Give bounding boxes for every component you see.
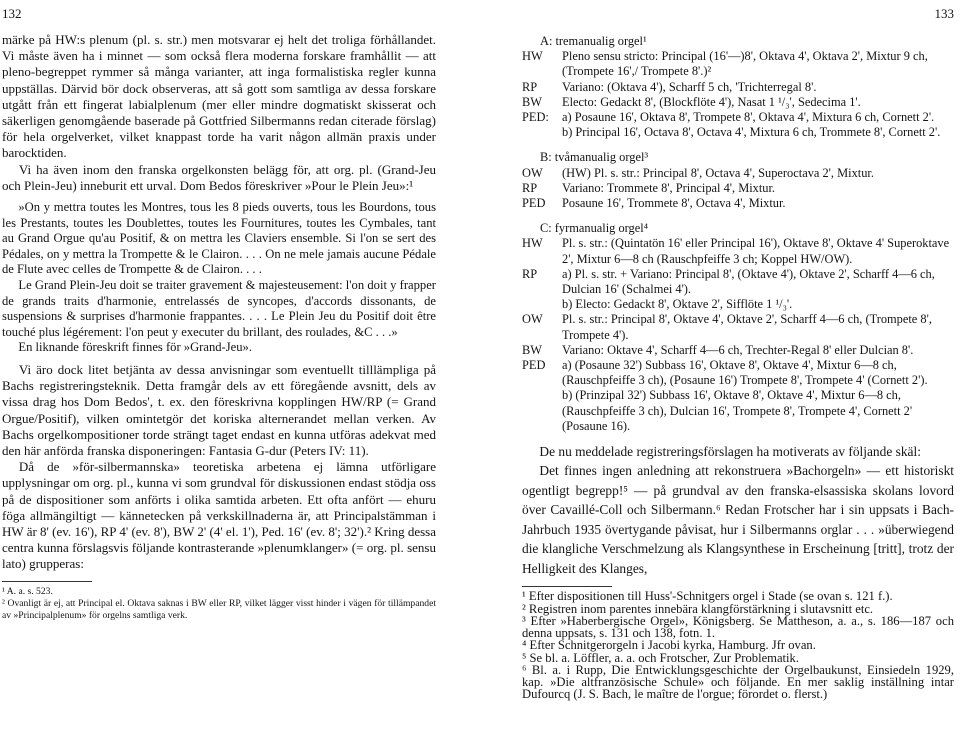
paragraph: märke på HW:s plenum (pl. s. str.) men motsvarar ej helt det troliga förhållandet. Vi måste även ha i minnet — som också flera moderna forskare framhållit — att pleno-begreppet rymmer så många varianter, att inga formalistiska regler kunna uppställas. Därvid bör dock observeras, att så gott som samtliga av dessa forskare utgått från ett fingerat labialplenum (mer eller mindre dogmatiskt skisserat och säkerligen genomgående baserade på Gottfried Silbermanns redan citerade förslag) för hela orgelverket, vilket knappast torde ha varit någon allmän praxis under barocktiden.	[2, 32, 436, 161]
left-page-body	[2, 32, 436, 622]
footnote: ⁴ Efter Schnitgerorgeln i Jacobi kyrka, Hamburg. Jfr ovan.	[522, 638, 816, 653]
page-number: 133	[934, 6, 954, 21]
register-value: a) Pl. s. str. + Variano: Principal 8', (Oktave 4'), Oktave 2', Scharff 4—6 ch, Dulcian 16' (Schalmei 4').	[562, 266, 935, 297]
register-row	[522, 125, 954, 140]
register-row	[522, 312, 954, 342]
register-value: Electo: Gedackt 8', (Blockflöte 4'), Nasat 1 ¹/₃', Sedecima 1'.	[562, 94, 861, 109]
footnote-rule	[2, 581, 92, 582]
register-row	[522, 166, 954, 181]
register-value: Variano: Oktave 4', Scharff 4—6 ch, Trechter-Regal 8' eller Dulcian 8'.	[562, 342, 914, 357]
right-page	[512, 0, 960, 744]
paragraph: De nu meddelade registreringsförslagen ha motiverats av följande skäl:	[539, 444, 921, 460]
register-row	[522, 297, 954, 312]
right-page-body	[522, 32, 954, 701]
register-key: PED	[522, 358, 546, 373]
register-row	[522, 49, 954, 79]
register-value: Posaune 16', Trommete 8', Octava 4', Mixtur.	[562, 196, 786, 211]
register-value: (HW) Pl. s. str.: Principal 8', Octava 4', Superoctava 2', Mixtur.	[562, 165, 874, 180]
footnote: ² Ovanligt är ej, att Principal el. Oktava saknas i BW eller RP, vilket lägger visst hinder i vägen för tillämpandet av »Principalplenum» för orgelns samtliga verk.	[2, 598, 436, 621]
right-main-text	[522, 442, 954, 578]
quote-paragraph: En liknande föreskrift finnes för »Grand-Jeu».	[18, 340, 252, 355]
register-row	[522, 80, 954, 95]
register-key: BW	[522, 342, 542, 357]
footnote: ³ Efter »Haberbergische Orgel», Königsberg. Se Mattheson, a. a., s. 186—187 och denna uppsats, s. 131 och 138, fotn. 1.	[522, 614, 954, 640]
footnote: ² Registren inom parentes innebära klangförstärkning i slutavsnitt etc.	[522, 601, 874, 616]
register-row	[522, 388, 954, 434]
register-value: Variano: (Oktava 4'), Scharff 5 ch, 'Trichterregal 8'.	[562, 79, 817, 94]
registration-section-c	[522, 221, 954, 434]
register-value: Pl. s. str.: (Quintatön 16' eller Principal 16'), Oktave 8', Oktave 4' Superoktave 2', Mixtur 6—8 ch (Rauschpfeiffe 3 ch; Koppel HW/OW).	[562, 236, 950, 266]
register-key: HW	[522, 236, 543, 251]
section-heading: B: tvåmanualig orgel³	[540, 150, 649, 165]
quote-paragraph: »On y mettra toutes les Montres, tous les 8 pieds ouverts, tous les Bourdons, tous les Prestants, toutes les Doublettes, toutes les Fournitures, toutes les Cymbales, tant au Grand Orgue qu'au Positif, & on mettra les Claviers ensemble. Si l'on se sert des Pédales, on y mettra la Trompette & le Clairon. . . . On ne mele jamais aucune Pédale de Flute avec celles de Trompette & de Clairon. . . .	[2, 200, 436, 277]
paragraph: Då de »för-silbermannska» teoretiska arbetena ej lämna utförligare upplysningar om org. pl., kunna vi som grundval för diskussionen endast stödja oss på de dispositioner som anförts i olika samtida arbeten. Ett ofta anfört — ehuru föga allmängiltigt — kännetecken på verkskillnaderna är, att Principalstämman i HW är 8' (ev. 16'), RP 4' (ev. 8'), BW 2' (4' el. 1'), Ped. 16' (ev. 8'; 32').² Kring dessa centra kunna förslagsvis följande kontrasterande »plenumklanger» (= org. pl. sensu lato) grupperas:	[2, 459, 436, 572]
register-key: RP	[522, 266, 538, 281]
paragraph: Det finnes ingen anledning att rekonstruera »Bachorgeln» — ett historiskt ogentligt begrepp!⁵ — på grundval av den franska-elsassiska skolans lovord över Cavaillé-Coll och Silbermann.⁶ Redan Frotscher har i sin uppsats i Bach-Jahrbuch 1935 övertygande påvisat, hur i Silbermanns orglar . . . »überwiegend die klangliche Verschmelzung als Klangsynthese in Erscheinung [tritt], trotz der Helligkeit des Klanges,	[522, 463, 954, 576]
register-key: HW	[522, 49, 543, 64]
quote-paragraph: Le Grand Plein-Jeu doit se traiter gravement & majesteusement: l'on doit y frapper de grands traits d'harmonie, entrelassés de syncopes, d'accords dissonants, de suspensions & surprises d'harmonie frappantes. . . . Le Plein Jeu du Positif doit être touché plus légérement: l'on peut y executer du brillant, des roulades, &C . . .»	[2, 278, 436, 339]
french-quote	[2, 200, 436, 356]
register-value: Variano: Trommete 8', Principal 4', Mixtur.	[562, 180, 776, 195]
register-row	[522, 236, 954, 266]
footnote: ¹ A. a. s. 523.	[2, 585, 53, 597]
register-row	[522, 358, 954, 388]
register-row	[522, 196, 954, 211]
footnote: ⁵ Se bl. a. Löffler, a. a. och Frotscher, Zur Problematik.	[522, 650, 799, 665]
register-value: b) Electo: Gedackt 8', Oktave 2', Sifflöte 1 ¹/₃'.	[562, 297, 793, 312]
register-value: b) (Prinzipal 32') Subbass 16', Oktave 8', Oktave 4', Mixtur 6—8 ch, (Rauschpfeiffe 3 ch), Dulcian 16', Trompete 8', Trompete 4', Cornett 2' (Posaune 16).	[562, 388, 913, 433]
footnote-rule	[522, 586, 612, 587]
register-key: BW	[522, 94, 542, 109]
register-key: OW	[522, 312, 543, 327]
register-key	[522, 388, 562, 434]
register-row	[522, 267, 954, 297]
section-heading: A: tremanualig orgel¹	[540, 34, 647, 48]
register-value: Pl. s. str.: Principal 8', Oktave 4', Oktave 2', Scharff 4—6 ch, (Trompete 8', Trompete 4').	[562, 312, 932, 342]
register-key	[522, 125, 562, 140]
register-value: Pleno sensu stricto: Principal (16'—)8', Oktava 4', Oktava 2', Mixtur 9 ch, (Trompete 16',/ Trompete 8'.)²	[562, 49, 928, 79]
registration-section-b	[522, 150, 954, 211]
register-key	[522, 297, 562, 312]
paragraph: Vi ha även inom den franska orgelkonsten belägg för, att org. pl. (Grand-Jeu och Plein-Jeu) inneburit ett urval. Dom Bedos föreskriver »Pour le Plein Jeu»:¹	[2, 161, 436, 193]
section-heading: C: fyrmanualig orgel⁴	[540, 221, 649, 236]
register-key: RP	[522, 79, 538, 94]
register-row	[522, 95, 954, 110]
registration-section-a	[522, 34, 954, 140]
left-page	[0, 0, 440, 744]
register-row	[522, 110, 954, 125]
register-row	[522, 343, 954, 358]
register-key: PED	[522, 196, 546, 211]
register-key: RP	[522, 180, 538, 195]
register-value: a) (Posaune 32') Subbass 16', Oktave 8', Oktave 4', Mixtur 6—8 ch, (Rauschpfeiffe 3 ch), (Posaune 16') Trompete 8', Trompete 4' (Cornett 2').	[562, 358, 928, 388]
footnote: ¹ Efter dispositionen till Huss'-Schnitgers orgel i Stade (se ovan s. 121 f.).	[522, 588, 893, 603]
page-number: 132	[2, 6, 22, 21]
register-value: a) Posaune 16', Oktava 8', Trompete 8', Oktava 4', Mixtura 6 ch, Cornett 2'.	[562, 110, 935, 125]
register-row	[522, 181, 954, 196]
register-key: PED:	[522, 110, 549, 125]
paragraph: Vi äro dock litet betjänta av dessa anvisningar som eventuellt tilllämpliga på Bachs registreringsteknik. Detta framgår dels av ett föregående avsnitt, dels av vissa drag hos Dom Bedos', t. ex. den föreskrivna kopplingen HW/RP (= Grand Orgue/Positif), vilken omintetgör det koriska alternerandet mellan verken. Av Bachs orgelkompositioner torde strängt taget endast en kunna utföras adekvat med den här anförda franska disponeringen: Fantasia G-dur (Peters IV: 11).	[2, 361, 436, 458]
register-value: b) Principal 16', Octava 8', Octava 4', Mixtura 6 ch, Trommete 8', Cornett 2'.	[562, 125, 941, 140]
register-key: OW	[522, 165, 543, 180]
footnote: ⁶ Bl. a. i Rupp, Die Entwicklungsgeschichte der Orgelbaukunst, Einsiedeln 1929, kap. »Die altfranzösische Schule» och följande. En mer saklig inställning intar Dufourcq (J. S. Bach, le maître de l'orgue; förordet o. flerst.)	[522, 663, 954, 701]
